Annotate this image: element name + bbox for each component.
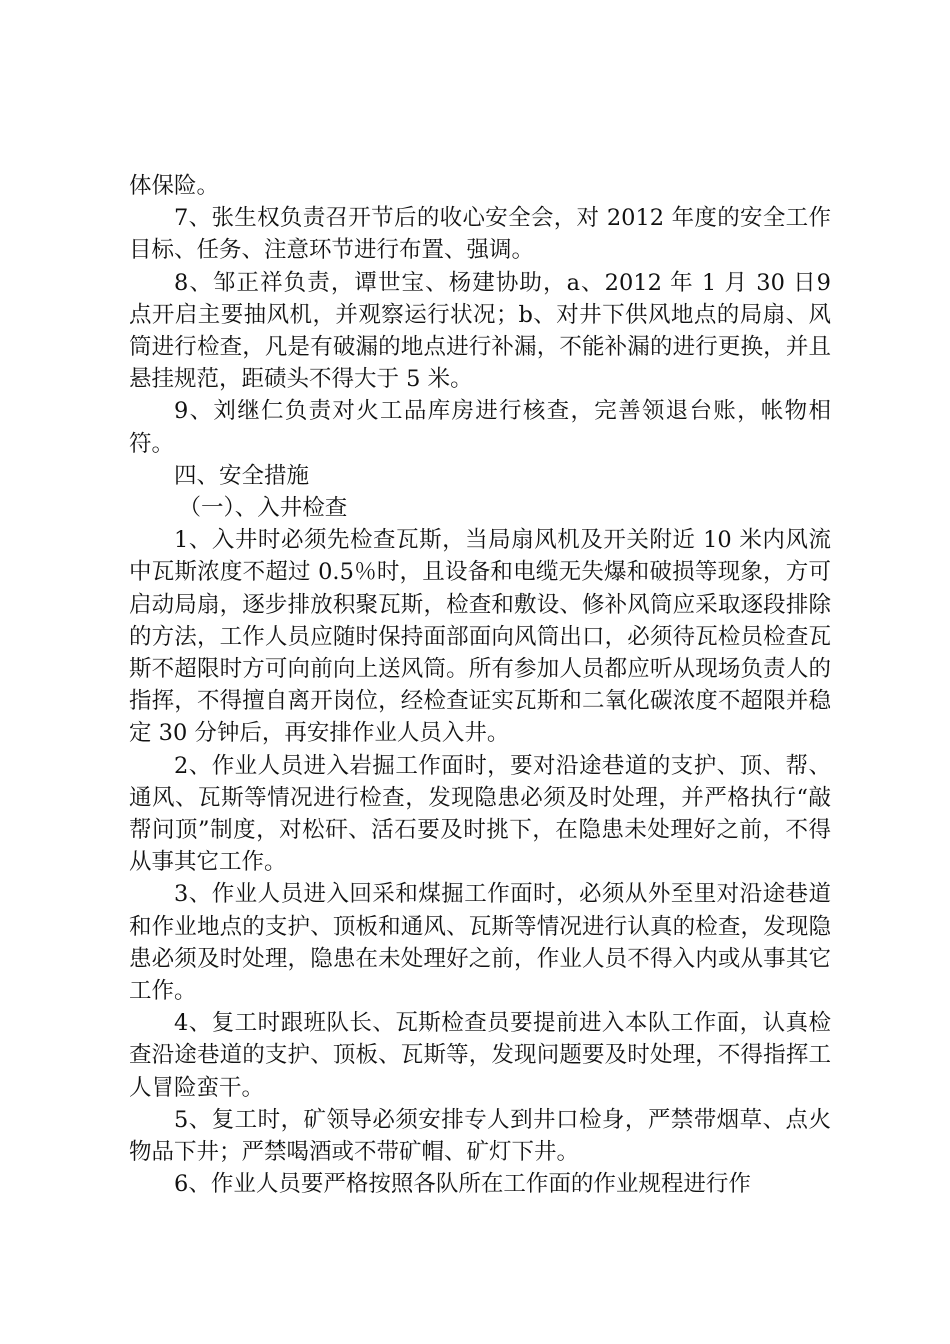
paragraph-check-2: 2、作业人员进入岩掘工作面时，要对沿途巷道的支护、顶、帮、通风、瓦斯等情况进行检查，发现隐患必须及时处理，并严格执行“敲帮问顶”制度，对松矸、活石要及时挑下，在隐患未处理好之前，不得从事其它工作。 <box>129 752 831 876</box>
paragraph-check-3: 3、作业人员进入回采和煤掘工作面时，必须从外至里对沿途巷道和作业地点的支护、顶板和通风、瓦斯等情况进行认真的检查，发现隐患必须及时处理，隐患在未处理好之前，作业人员不得入内或从事其它工作。 <box>129 881 831 1005</box>
paragraph-check-4: 4、复工时跟班队长、瓦斯检查员要提前进入本队工作面，认真检查沿途巷道的支护、顶板、瓦斯等，发现问题要及时处理，不得指挥工人冒险蛮干。 <box>129 1010 831 1101</box>
paragraph-insurance-tail: 体保险。 <box>129 173 220 199</box>
paragraph-item-9: 9、刘继仁负责对火工品库房进行核查，完善领退台账，帐物相符。 <box>129 398 831 457</box>
section-heading-safety-measures: 四、安全措施 <box>174 462 310 489</box>
paragraph-check-5: 5、复工时，矿领导必须安排专人到井口检身，严禁带烟草、点火物品下井；严禁喝酒或不带矿帽、矿灯下井。 <box>129 1106 831 1166</box>
paragraph-item-8: 8、邹正祥负责，谭世宝、杨建协助，a、2012 年 1 月 30 日9 点开启主要抽风机，并观察运行状况；b、对井下供风地点的局扇、风筒进行检查，凡是有破漏的地点进行补漏，不能补漏的进行更换，并且悬挂规范，距碛头不得大于 5 米。 <box>129 269 831 393</box>
paragraph-item-7: 7、张生权负责召开节后的收心安全会，对 2012 年度的安全工作目标、任务、注意环节进行布置、强调。 <box>129 205 831 264</box>
subsection-heading-entry-check: （一）、入井检查 <box>178 495 348 522</box>
paragraph-check-1: 1、入井时必须先检查瓦斯，当局扇风机及开关附近 10 米内风流中瓦斯浓度不超过 0.5％时，且设备和电缆无失爆和破损等现象，方可启动局扇，逐步排放积聚瓦斯，检查和敷设、修补风筒应采取逐段排除的方法，工作人员应随时保持面部面向风筒出口，必须待瓦检员检查瓦斯不超限时方可向前向上送风筒。所有参加人员都应听从现场负责人的指挥，不得擅自离开岗位，经检查证实瓦斯和二氧化碳浓度不超限并稳定 30 分钟后，再安排作业人员入井。 <box>129 527 831 747</box>
paragraph-check-6: 6、作业人员要严格按照各队所在工作面的作业规程进行作 <box>174 1171 751 1198</box>
document-body <box>129 170 831 1201</box>
